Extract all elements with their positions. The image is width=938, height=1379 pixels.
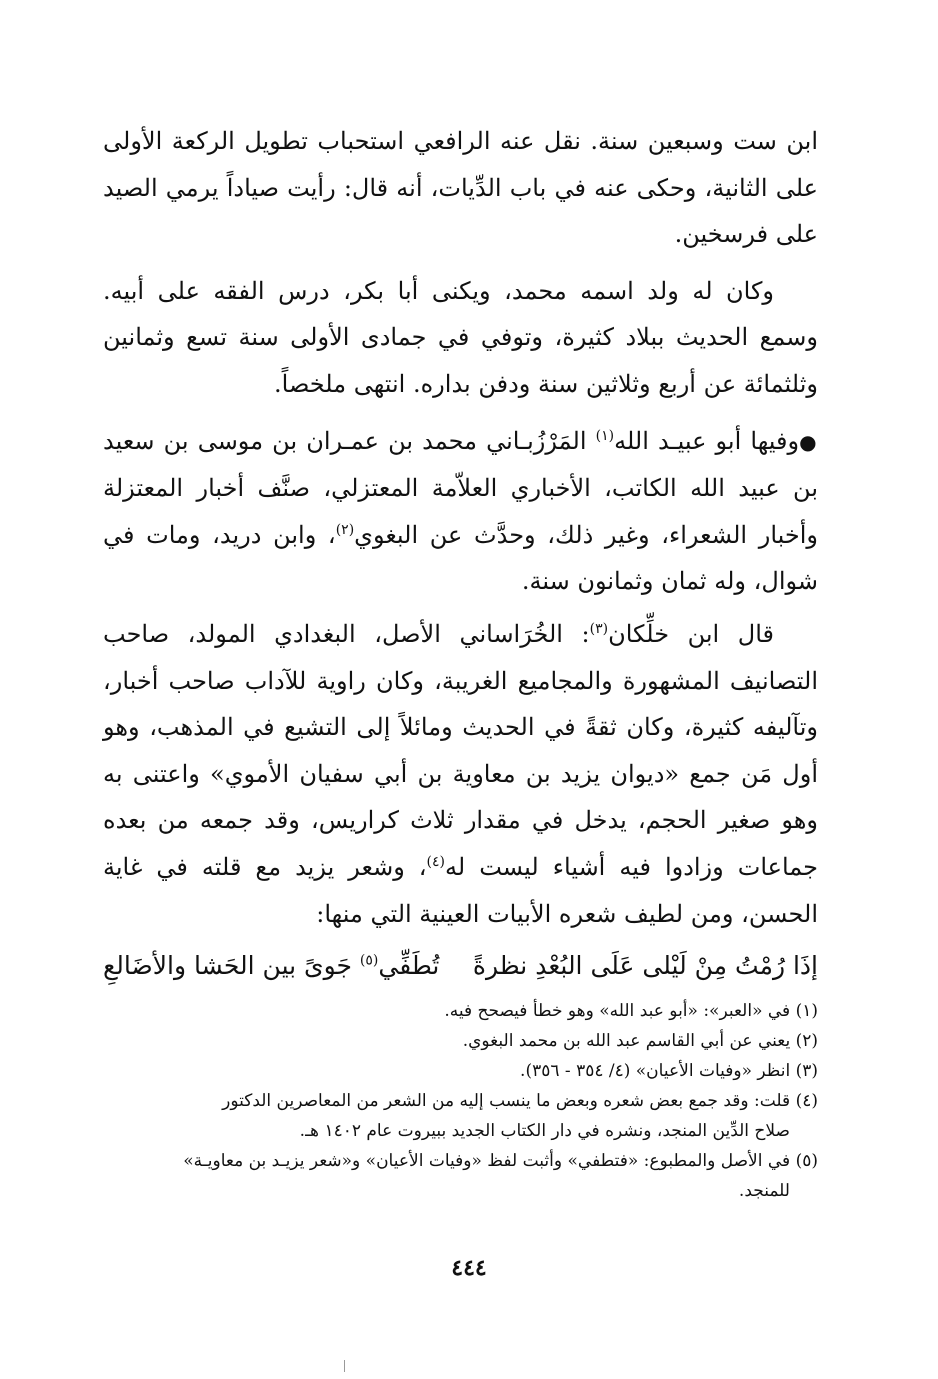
footnote-1: (١) في «العبر»: «أبو عبد الله» وهو خطأ فيصحح فيه. (444, 1001, 818, 1021)
footnote-5: (٥) في الأصل والمطبوع: «فتطفي» وأثبت لفظ «وفيات الأعيان» و«شعر يزيـد بن معاويـة» (183, 1151, 818, 1171)
poetry-verse (103, 941, 818, 991)
paragraph-4-part-a: قال ابن خلِّكان (608, 619, 774, 648)
footnote-5-continued: للمنجد. (738, 1181, 790, 1201)
footnote-ref-2[interactable]: (٢) (335, 521, 355, 538)
page-body (103, 118, 818, 991)
verse-hemistich-2-part-a: تُطَفِّي (378, 951, 440, 981)
footnote-ref-1[interactable]: (١) (595, 427, 615, 444)
paragraph-2: وكان له ولد اسمه محمد، ويكنى أبا بكر، درس الفقه على أبيه. وسمع الحديث ببلاد كثيرة، وتوفي في جمادى الأولى سنة تسع وثمانين وثلثمائة عن أربع وثلاثين سنة ودفن بداره. انتهى ملخصاً. (103, 276, 818, 398)
footnote-2: (٢) يعني عن أبي القاسم عبد الله بن محمد البغوي. (462, 1031, 818, 1051)
paragraph-4 (103, 611, 818, 937)
footnote-ref-4[interactable]: (٤) (426, 853, 446, 870)
footnote-4: (٤) قلت: وقد جمع بعض شعره وبعض ما ينسب إليه من الشعر من المعاصرين الدكتور (222, 1091, 818, 1111)
paragraph-3-part-a: وفيها أبو عبيـد الله (614, 426, 800, 455)
paragraph-4-part-b: : الخُرَاساني الأصل، البغدادي المولد، صاحب التصانيف المشهورة والمجاميع الغريبة، وكان راوية للآداب صاحب أخبار، وتآليفه كثيرة، وكان ثقةً في الحديث ومائلاً إلى التشيع في المذهب، وهو أول مَن جمع «ديوان يزيد بن معاوية بن أبي سفيان الأموي» واعتنى به وهو صغير الحجم، يدخل في مقدار ثلاث كراريس، وقد جمعه من بعده جماعات وزادوا فيه أشياء ليست له (103, 619, 819, 881)
paragraph-3-part-b: المَرْزُبـاني محمد بن عمـران بن موسى بن سعيد بن عبيد الله الكاتب، الأخباري العلاّمة المعتزلي، صنَّف أخبار المعتزلة وأخبار الشعراء، وغير ذلك، وحدَّث عن البغوي (103, 426, 818, 549)
paragraph-3 (103, 418, 818, 605)
verse-hemistich-1: إذَا رُمْتُ مِنْ لَيْلى عَلَى البُعْدِ نظرةً (472, 951, 818, 981)
paragraph-4-part-c: ، وشعر يزيد مع قلته في غاية الحسن، ومن لطيف شعره الأبيات العينية التي منها: (103, 852, 818, 928)
verse-hemistich-2-part-b: جَوىً بين الحَشا والأضَالعِ (103, 951, 360, 981)
verse-hemistich-2 (103, 941, 439, 991)
footnote-4-continued: صلاح الدِّين المنجد، ونشره في دار الكتاب الجديد ببيروت عام ١٤٠٢ هـ. (299, 1121, 790, 1141)
scan-mark (344, 1360, 345, 1372)
bullet-icon: ● (799, 429, 818, 454)
paragraph-3-part-c: ، وابن دريد، ومات في شوال، وله ثمان وثمانون سنة. (103, 520, 818, 596)
paragraph-1: ابن ست وسبعين سنة. نقل عنه الرافعي استحباب تطويل الركعة الأولى على الثانية، وحكى عنه في باب الدِّيات، أنه قال: رأيت صياداً يرمي الصيد على فرسخين. (103, 127, 818, 249)
footnote-ref-3[interactable]: (٣) (589, 620, 609, 637)
page-number: ٤٤٤ (451, 1255, 487, 1281)
footnotes (103, 996, 818, 1206)
footnote-3: (٣) انظر «وفيات الأعيان» (٤/ ٣٥٤ - ٣٥٦). (520, 1061, 818, 1081)
footnote-ref-5[interactable]: (٥) (359, 952, 379, 969)
